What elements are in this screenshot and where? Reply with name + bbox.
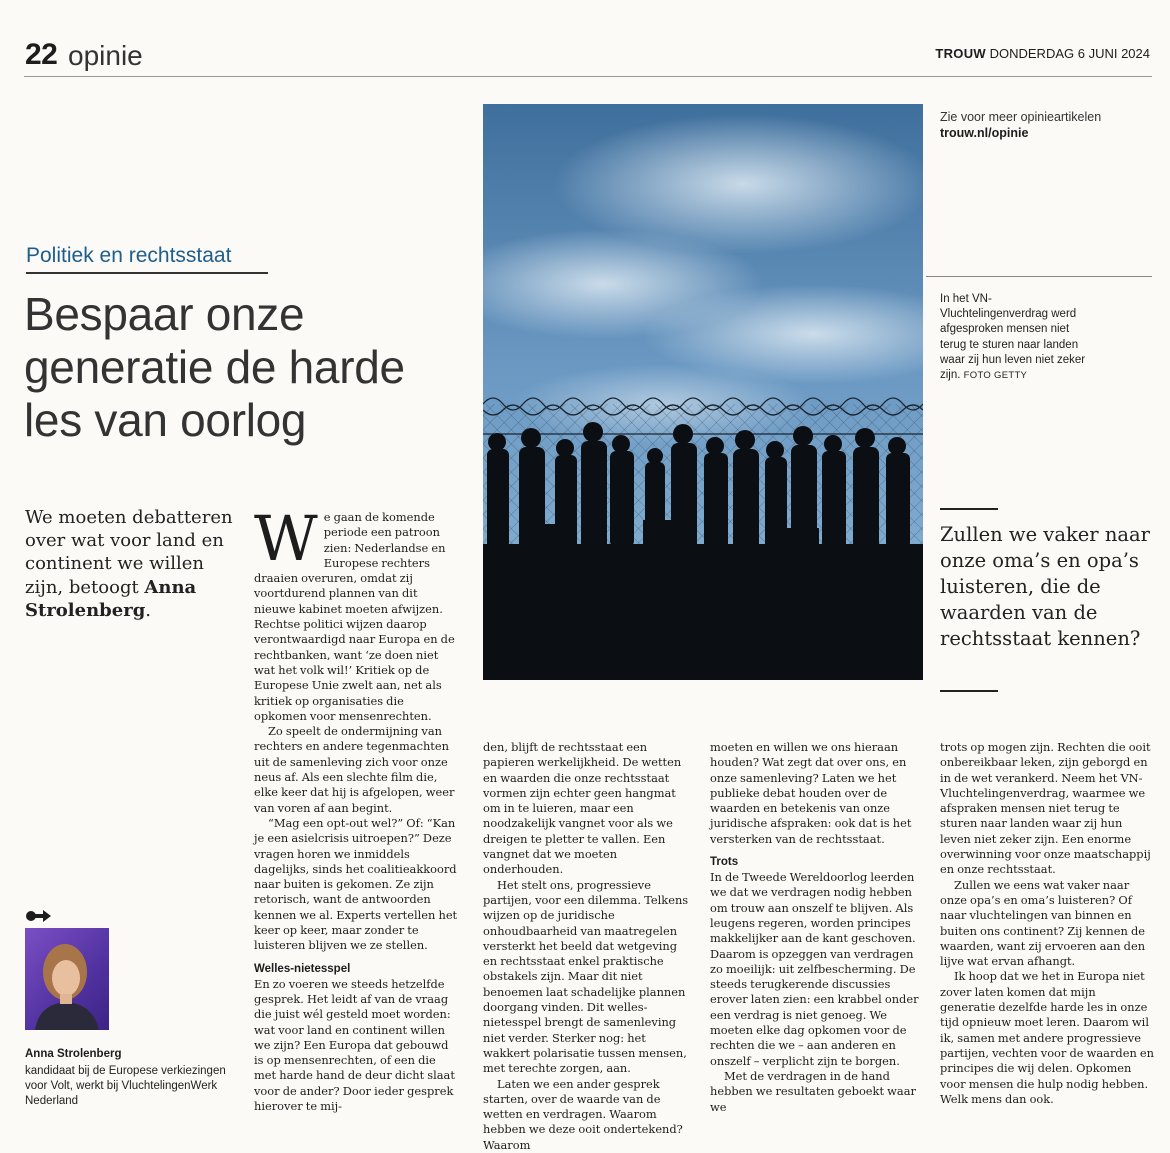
subheading: Welles-nietesspel bbox=[254, 962, 351, 975]
article-column-1 bbox=[254, 502, 459, 1114]
photo-credit: FOTO GETTY bbox=[963, 370, 1028, 382]
photo-caption bbox=[940, 292, 1090, 383]
quote-rule-bottom bbox=[940, 690, 998, 692]
kicker: Politiek en rechtsstaat bbox=[26, 244, 232, 267]
intro-end: . bbox=[145, 599, 152, 621]
subheading: Trots bbox=[710, 856, 739, 869]
paragraph: In de Tweede Wereldoorlog leerden we dat we verdragen nodig hebben om trouw aan onszelf te blijven. Als leugens regeren, worden principes makkelijker aan de kant geschoven. Daarom is opzeggen van verdragen zo moeilijk: uit zelfbescherming. De steeds terugkerende discussies erover laten zien: een krabbel onder een verdrag is niet genoeg. We moeten elke dag opkomen voor de rechten die we – aan anderen en onszelf – verplicht zijn te borgen. bbox=[710, 870, 919, 1068]
page-number: 22 bbox=[25, 38, 58, 71]
more-articles-link[interactable]: trouw.nl/opinie bbox=[940, 126, 1029, 140]
quote-rule-top bbox=[940, 508, 998, 510]
issue-date: DONDERDAG 6 JUNI 2024 bbox=[989, 46, 1150, 61]
paragraph bbox=[254, 502, 459, 724]
article-column-4 bbox=[940, 740, 1154, 1107]
section-label: opinie bbox=[68, 40, 143, 71]
more-articles-text: Zie voor meer opinieartikelen bbox=[940, 110, 1102, 124]
paragraph: Ik hoop dat we het in Europa niet zover laten komen dat mijn generatie dezelfde harde les in onze tijd opnieuw moet leren. Daarom wil ik, samen met andere progressieve partijen, vechten voor de waarden en principes die wij delen. Opkomen voor mensen die hulp nodig hebben. Welk mens dan ook. bbox=[940, 969, 1154, 1106]
article-column-3 bbox=[710, 740, 922, 1115]
headline: Bespaar onze generatie de harde les van oorlog bbox=[24, 288, 405, 446]
paragraph: Met de verdragen in de hand hebben we resultaten geboekt waar we bbox=[710, 1068, 916, 1114]
paper-name: TROUW bbox=[935, 46, 986, 61]
kicker-rule bbox=[26, 272, 268, 274]
paragraph: moeten en willen we ons hieraan houden? Wat zegt dat over ons, en onze samenleving? Laten we het publieke debat houden over de waarden en betekenis van onze juridische afspraken: ook dat is het versterken van de rechtsstaat. bbox=[710, 740, 912, 846]
paragraph: Zo speelt de ondermijning van rechters en andere tegenmachten uit de samenleving zich voor onze neus af. Als een slechte film die, elke keer dat hij is afgelopen, weer van voren af aan begint. bbox=[254, 724, 455, 815]
paragraph-text: e gaan de komende periode een patroon zien: Nederlandse en Europese rechters draaien overuren, omdat zij voortdurend plannen van dit nieuwe kabinet moeten afwijzen. Rechtse politici wijzen daarop verontwaardigd naar Europa en de rechtbanken, want ‘ze doen niet wat het volk wil!’ Kritiek op de Europese Unie zwelt aan, net als kritiek op organisaties die opkomen voor mensenrechten. bbox=[254, 510, 455, 723]
article-photo bbox=[483, 104, 923, 680]
pull-quote: Zullen we vaker naar onze oma’s en opa’s luisteren, die de waarden van de rechtsstaat kennen? bbox=[940, 523, 1150, 650]
paragraph: trots op mogen zijn. Rechten die ooit onbereikbaar leken, zijn geborgd en in de wet verankerd. Neem het VN-Vluchtelingenverdrag, waarmee we afspraken mensen niet terug te sturen naar landen waar zij hun leven niet zeker zijn. Een enorme overwinning voor onze maatschappij en onze rechtsstaat. bbox=[940, 740, 1151, 877]
article-column-2 bbox=[483, 740, 691, 1153]
drop-cap: W bbox=[254, 502, 318, 575]
intro-text: We moeten debatteren over wat voor land en continent we willen zijn, betoogt bbox=[25, 507, 233, 598]
author-bio: kandidaat bij de Europese verkiezingen voor Volt, werkt bij VluchtelingenWerk Nederland bbox=[25, 1065, 226, 1107]
paragraph: “Mag een opt-out wel?” Of: “Kan je een asielcrisis uitroepen?” Deze vragen horen we inmiddels dagelijks, sinds het coalitieakkoord naar buiten is gekomen. Ze zijn retorisch, want de antwoorden kennen we al. Experts vertellen het keer op keer, maar zonder te luisteren blijven we ze stellen. bbox=[254, 815, 458, 953]
caption-rule bbox=[926, 276, 1152, 277]
intro bbox=[25, 506, 235, 622]
masthead bbox=[935, 46, 1150, 61]
header-rule bbox=[24, 76, 1152, 77]
paragraph: Laten we een ander gesprek starten, over de waarde van de wetten en verdragen. Waarom hebben we deze ooit ondertekend? Waarom bbox=[483, 1076, 683, 1152]
paragraph: En zo voeren we steeds hetzelfde gesprek. Het leidt af van de vraag die juist wél gesteld moet worden: wat voor land en continent willen we zijn? Een Europa dat gebouwd is op mensenrechten, of een die met harde hand de deur dicht slaat voor de ander? Door ieder gesprek hierover te mij- bbox=[254, 976, 455, 1113]
caption-text: In het VN-Vluchtelingenverdrag werd afgesproken mensen niet terug te sturen naar landen waar zij hun leven niet zeker zijn. bbox=[940, 293, 1086, 382]
paragraph: den, blijft de rechtsstaat een papieren werkelijkheid. De wetten en waarden die onze rechtsstaat vormen zijn echter geen hangmat om in te luieren, maar een noodzakelijk vangnet voor als we dreigen te pletter te vallen. Een vangnet dat we moeten onderhouden. bbox=[483, 740, 682, 877]
paragraph: Zullen we eens wat vaker naar onze opa’s en oma’s luisteren? Of naar vluchtelingen van binnen en buiten ons continent? Zij kennen de waarden, want zij ervoeren aan den lijve wat ervan afhangt. bbox=[940, 877, 1146, 969]
author-photo bbox=[25, 928, 109, 1030]
intro-author: Anna Strolenberg bbox=[25, 576, 197, 621]
paragraph: Het stelt ons, progressieve partijen, voor een dilemma. Telkens wijzen op de juridische onhoudbaarheid van maatregelen versterkt het beeld dat wetgeving en rechtsstaat enkel praktische obstakels zijn. Maar dit niet benoemen laat schadelijke plannen doorgang vinden. Dit welles-nietesspel brengt de samenleving niet verder. Sterker nog: het wakkert polarisatie tussen mensen, met terechte zorgen, aan. bbox=[483, 877, 689, 1076]
author-name: Anna Strolenberg bbox=[25, 1048, 122, 1060]
author-key-icon bbox=[25, 908, 53, 924]
